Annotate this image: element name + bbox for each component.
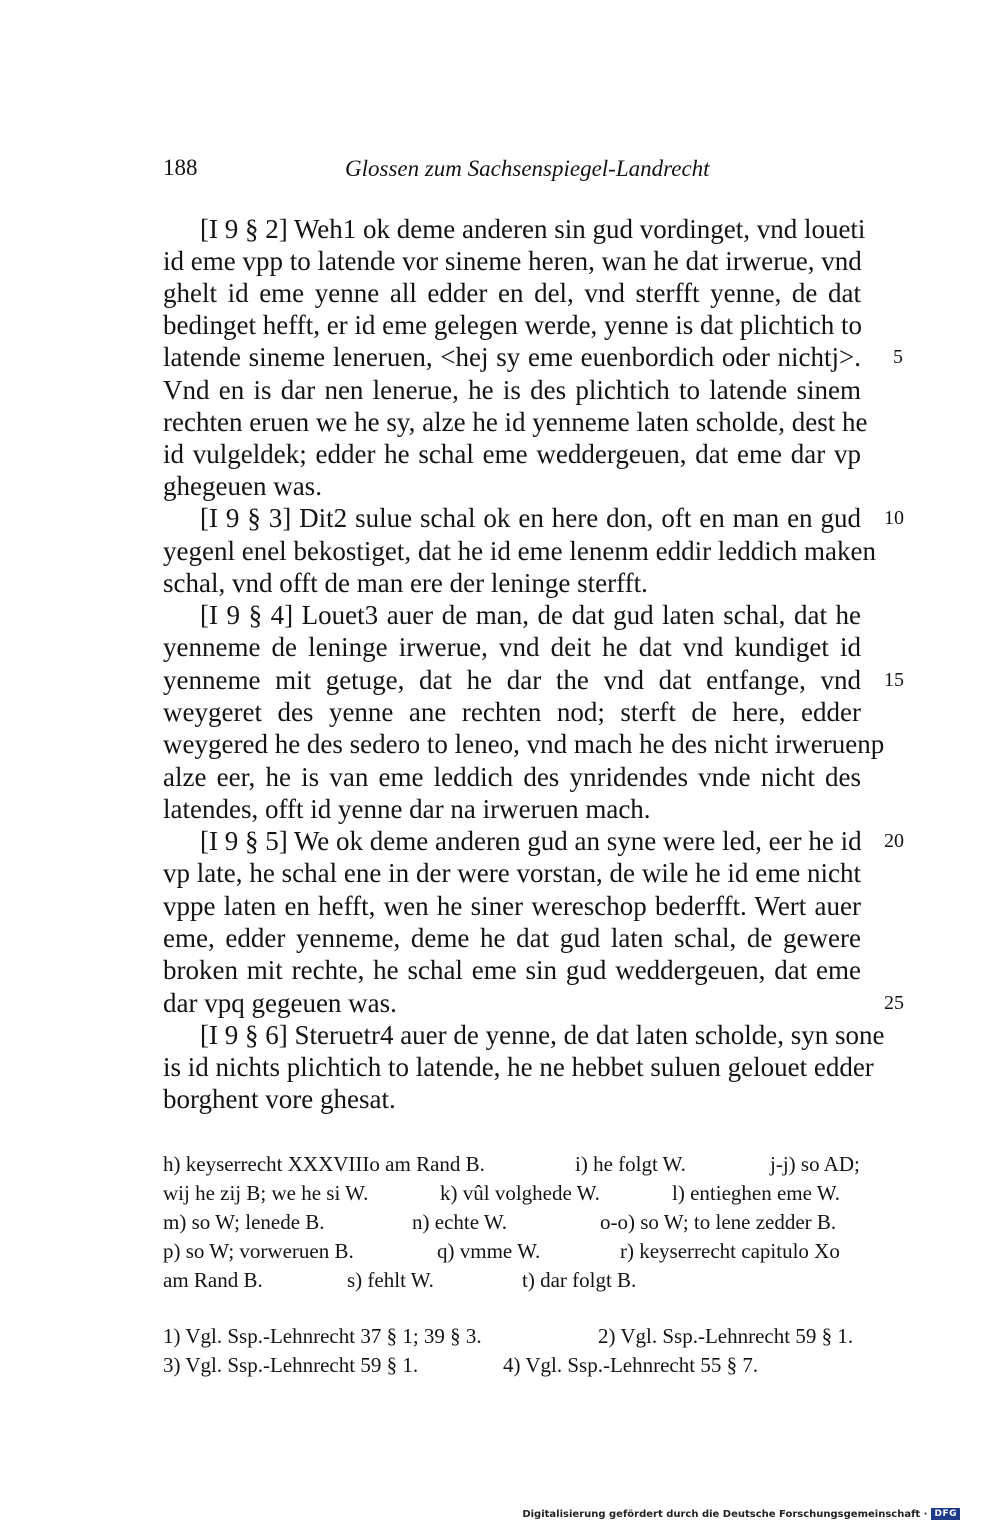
body-line: yenneme de leninge irwerue, vnd deit he dat vnd kundiget id [163,632,861,662]
body-line: alze eer, he is van eme leddich des ynridendes vnde nicht des [163,762,861,792]
apparatus-note: q) vmme W. [437,1239,541,1263]
body-line: rechten eruen we he sy, alze he id yenneme laten scholde, dest he [163,407,868,437]
body-line: [I 9 § 4] Louet3 auer de man, de dat gud laten schal, dat he [200,600,861,630]
digitization-credit [522,1508,960,1520]
body-line: bedinget hefft, er id eme gelegen werde, yenne is dat plichtich to [163,310,862,340]
credit-text: Digitalisierung gefördert durch die Deutsche Forschungsgemeinschaft · [522,1508,928,1520]
apparatus-note: k) vûl volghede W. [440,1181,600,1205]
apparatus-note: i) he folgt W. [575,1152,686,1176]
footnote: 4) Vgl. Ssp.-Lehnrecht 55 § 7. [503,1353,759,1377]
body-line: weygeret des yenne ane rechten nod; sterft de here, edder [163,697,861,727]
line-number: 25 [884,992,904,1014]
body-line: Vnd en is dar nen lenerue, he is des plichtich to latende sinem [163,375,861,405]
body-line: eme, edder yenneme, deme he dat gud laten schal, de gewere [163,923,861,953]
running-title: Glossen zum Sachsenspiegel-Landrecht [345,156,710,181]
apparatus-note: o-o) so W; to lene zedder B. [600,1210,837,1234]
apparatus-note: n) echte W. [412,1210,508,1234]
line-number: 20 [884,830,904,852]
body-line: weygered he des sedero to leneo, vnd mach he des nicht irweruenp [163,729,885,759]
body-line: [I 9 § 5] We ok deme anderen gud an syne were led, eer he id [200,826,862,856]
body-line: is id nichts plichtich to latende, he ne hebbet suluen gelouet edder [163,1052,874,1082]
body-line: [I 9 § 2] Weh1 ok deme anderen sin gud vordinget, vnd loueti [200,214,866,244]
body-line: vppe laten en hefft, wen he siner wereschop bederfft. Wert auer [163,891,861,921]
body-line: [I 9 § 6] Steruetr4 auer de yenne, de dat laten scholde, syn sone [200,1020,885,1050]
apparatus-note: t) dar folgt B. [522,1268,637,1292]
body-line: dar vpq gegeuen was. [163,988,397,1018]
body-line: schal, vnd offt de man ere der leninge sterfft. [163,568,648,598]
body-line: latendes, offt id yenne dar na irweruen mach. [163,794,651,824]
body-line: broken mit rechte, he schal eme sin gud weddergeuen, dat eme [163,955,861,985]
apparatus-note: j-j) so AD; [770,1152,860,1176]
body-line: [I 9 § 3] Dit2 sulue schal ok en here don, oft en man en gud [200,503,861,533]
body-line: id vulgeldek; edder he schal eme weddergeuen, dat eme dar vp [163,439,861,469]
footnote: 3) Vgl. Ssp.-Lehnrecht 59 § 1. [163,1353,419,1377]
body-line: vp late, he schal ene in der were vorstan, de wile he id eme nicht [163,858,861,888]
body-line: ghegeuen was. [163,471,322,501]
body-line: latende sineme leneruen, <hej sy eme euenbordich oder nichtj>. [163,342,861,372]
apparatus-note: p) so W; vorweruen B. [163,1239,354,1263]
line-number: 5 [893,346,903,368]
line-number: 15 [884,669,904,691]
apparatus-note: m) so W; lenede B. [163,1210,325,1234]
apparatus-note: s) fehlt W. [347,1268,434,1292]
footnote: 1) Vgl. Ssp.-Lehnrecht 37 § 1; 39 § 3. [163,1324,482,1348]
body-line: id eme vpp to latende vor sineme heren, wan he dat irwerue, vnd [163,246,862,276]
footnote: 2) Vgl. Ssp.-Lehnrecht 59 § 1. [598,1324,854,1348]
body-line: yenneme mit getuge, dat he dar the vnd dat entfange, vnd [163,665,861,695]
apparatus-note: l) entieghen eme W. [672,1181,840,1205]
apparatus-note: r) keyserrecht capitulo Xo [620,1239,840,1263]
line-number: 10 [884,507,904,529]
body-line: ghelt id eme yenne all edder en del, vnd sterfft yenne, de dat [163,278,861,308]
body-line: yegenl enel bekostiget, dat he id eme lenenm eddir leddich maken [163,536,876,566]
apparatus-note: wij he zij B; we he si W. [163,1181,369,1205]
dfg-logo: DFG [931,1508,960,1520]
body-line: borghent vore ghesat. [163,1084,396,1114]
apparatus-note: am Rand B. [163,1268,263,1292]
page-number: 188 [163,155,198,180]
apparatus-note: h) keyserrecht XXXVIIIo am Rand B. [163,1152,485,1176]
